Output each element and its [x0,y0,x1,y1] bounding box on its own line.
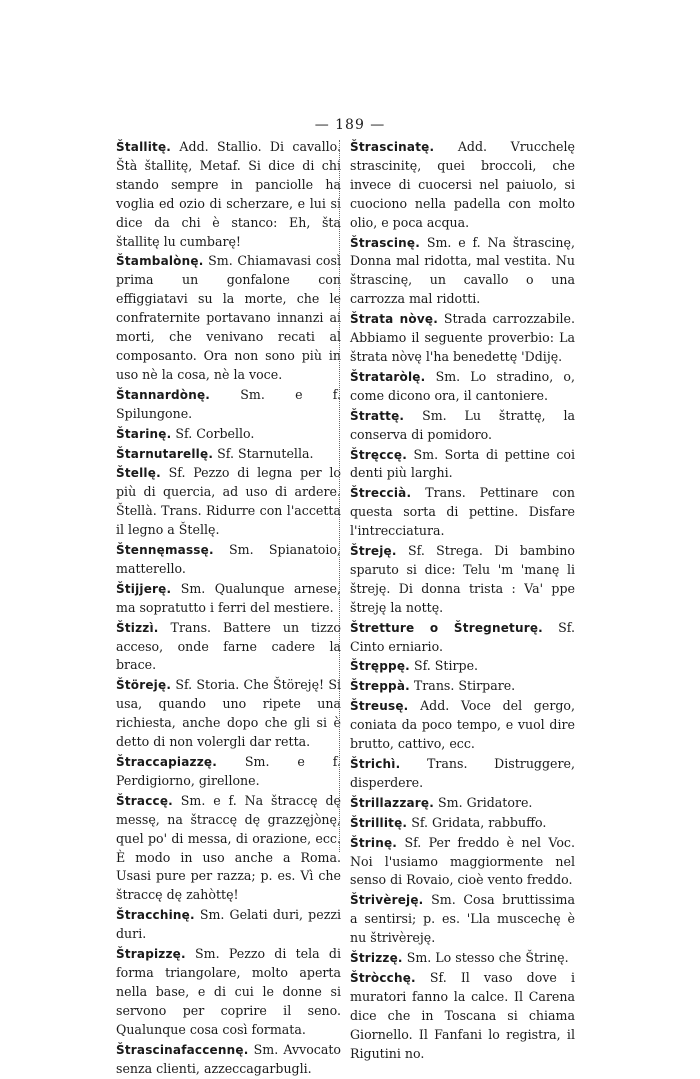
entry-definition: Sm. Pezzo di tela di forma triangolare, molto aperta nella base, e di cui le donne si servono per coprire il seno. Qualunque cosa così formata. [116,946,341,1037]
entry-definition: Add. Voce del gergo, coniata da poco tempo, e vuol dire brutto, cattivo, ecc. [350,698,575,752]
entry-definition: Sm. Lu štrattę, la conserva di pomidoro. [350,407,575,442]
entry-headword: Štizzì. [116,620,159,635]
entry-headword: Štambalònę. [116,254,204,269]
entry-definition: Sf. Starnutella. [217,445,314,461]
entry-definition: Add. Stallio. Di cavallo. Štà štallitę, Metaf. Si dice di chi stando sempre in panciolle ha voglia ed ozio di scherzare, e lui si dice da chi è stanco: Eh, šta štallitę lu cumbarę! [116,139,341,249]
entry-definition: Trans. Pettinare con questa sorta di pettine. Disfare l'intrecciatura. [350,485,575,539]
dictionary-entry [116,386,341,424]
dictionary-entry [350,677,575,696]
entry-headword: Štrata nòvę. [350,312,438,327]
dictionary-entry [350,755,575,793]
column-divider [339,140,340,852]
dictionary-entry [350,407,575,445]
dictionary-entry [116,792,341,905]
entry-definition: Sf. Il vaso dove i muratori fanno la calce. Il Carena dice che in Toscana si chiama Giornello. Il Fanfani lo registra, il Rigutini no. [350,969,575,1061]
entry-definition: Sf. Cinto erniario. [350,619,575,654]
entry-definition: Sm. Lo stesso che Štrinę. [406,950,569,966]
entry-headword: Štręccę. [350,447,407,462]
entry-headword: Štrascinatę. [350,140,435,154]
dictionary-entry [350,484,575,541]
dictionary-entry [350,368,575,406]
entry-definition: Sf. Strega. Di bambino sparuto si dice: Telu 'm 'manę li štreję. Di donna trista : Va' ppe štreję la nottę. [350,543,575,615]
dictionary-entry [116,676,341,752]
entry-definition: Sm. e f. Perdigiorno, girellone. [116,754,341,788]
entry-headword: Štròcchę. [350,970,416,985]
dictionary-entry [116,1041,341,1079]
entry-definition: Sf. Stirpe. [413,658,479,674]
entry-headword: Štöreję. [116,678,172,693]
dictionary-entry [116,252,341,384]
entry-definition: Sm. Spianatoio, matterello. [116,542,341,576]
entry-definition: Sm. Gelati duri, pezzi duri. [116,907,341,942]
entry-headword: Štarinę. [116,426,172,441]
entry-headword: Štrillazzarę. [350,795,435,810]
entry-headword: Štannardònę. [116,387,211,402]
entry-definition: Add. Vrucchelę strascinitę, quei broccoli, che invece di cuocersi nel paiuolo, si cuociono nella padella con molto olio, e poca acqua. [350,139,575,230]
entry-headword: Štracchinę. [116,908,195,923]
entry-definition: Sf. Pezzo di legna per lo più di quercia, ad uso di ardere. Štellà. Trans. Ridurre con l'accetta il legno a Štellę. [116,465,342,538]
dictionary-entry [350,814,575,833]
dictionary-entry [116,541,341,579]
entry-headword: Štręppę. [350,659,410,674]
entry-headword: Štreję. [350,544,397,559]
dictionary-entry [350,234,575,310]
entry-headword: Štreusę. [350,699,409,714]
entry-definition: Trans. Battere un tizzo acceso, onde farne cadere la brace. [116,619,341,673]
entry-headword: Štretture o Štregneturę. [350,620,543,635]
dictionary-entry [116,138,341,251]
entry-headword: Štraccę. [116,793,173,808]
dictionary-entry [350,697,575,754]
right-column [350,138,575,1065]
entry-headword: Štrattę. [350,408,405,423]
entry-definition: Trans. Stirpare. [413,678,516,694]
dictionary-entry [350,834,575,891]
entry-headword: Štellę. [116,466,161,481]
entry-definition: Sm. Lo stradino, o, come dicono ora, il cantoniere. [350,368,575,403]
entry-headword: Štennęmassę. [116,543,214,558]
dictionary-entry [116,906,341,944]
entry-headword: Štrataròlę. [350,369,426,384]
entry-definition: Sf. Gridata, rabbuffo. [411,814,547,830]
dictionary-entry [350,949,575,968]
entry-definition: Sm. e f. Spilungone. [116,386,341,421]
dictionary-entry [350,657,575,676]
dictionary-entry [116,619,341,676]
dictionary-entry [116,945,341,1040]
entry-definition: Sm. Gridatore. [438,794,533,810]
dictionary-entry [116,580,341,618]
dictionary-entry [350,619,575,657]
entry-definition: Sm. e f. Na štraccę dę messę, na štraccę dę grazzęjònę, quel po' di messa, di orazione, ecc. È modo in uso anche a Roma. Usasi pure per razza; p. es. Vì che štraccę dę zahòttę! [116,792,341,903]
entry-definition: Sm. Qualunque arnese, ma sopratutto i ferri del mestiere. [116,580,341,615]
dictionary-entry [350,794,575,813]
entry-definition: Sm. Chiamavasi così prima un gonfalone con effiggiatavi su la morte, che le confraternite portavano innanzi ai morti, che venivano recati al composanto. Ora non sono più in uso nè la cosa, nè la voce. [116,253,341,382]
dictionary-entry [116,425,341,444]
entry-headword: Štrascinafaccennę. [116,1042,249,1057]
entry-definition: Sm. e f. Na štrascinę, Donna mal ridotta, mal vestita. Nu štrascinę, un cavallo o una carrozza mal ridotti. [350,234,575,307]
dictionary-entry [116,464,341,540]
page-number: — 189 — [314,117,386,133]
dictionary-entry [350,969,575,1064]
dictionary-entry [116,445,341,464]
dictionary-entry [116,753,341,791]
entry-definition: Sm. Sorta di pettine coi denti più larghi. [350,446,575,481]
entry-headword: Štrizzę. [350,951,403,966]
dictionary-entry [350,891,575,948]
entry-definition: Sm. Avvocato senza clienti, azzeccagarbugli. [116,1041,341,1076]
dictionary-entry [350,310,575,367]
left-column [116,138,341,1079]
entry-headword: Štrivèreję. [350,893,424,908]
entry-definition: Sf. Corbello. [175,425,255,441]
entry-headword: Štraccapiazzę. [116,755,217,769]
entry-headword: Štarnutarellę. [116,446,214,461]
entry-definition: Sm. Cosa bruttissima a sentirsi; p. es. 'Lla muscechę è nu štrivèreję. [350,892,575,946]
entry-definition: Strada carrozzabile. Abbiamo il seguente proverbio: La štrata nòvę l'ha benedettę 'Ddiję. [350,311,575,364]
entry-headword: Štrapizzę. [116,947,186,962]
entry-headword: Štallitę. [116,140,172,154]
entry-headword: Štrinę. [350,835,398,850]
entry-definition: Sf. Per freddo è nel Voc. Noi l'usiamo maggiormente nel senso di Rovaio, cioè vento freddo. [350,834,575,888]
entry-headword: Štreccià. [350,486,412,501]
entry-headword: Štrichì. [350,757,401,771]
entry-headword: Štrillitę. [350,815,408,830]
dictionary-entry [350,138,575,233]
dictionary-entry [350,542,575,618]
entry-definition: Trans. Distruggere, disperdere. [350,756,575,790]
entry-headword: Štreppà. [350,679,410,694]
dictionary-entry [350,446,575,484]
entry-definition: Sf. Storia. Che Štöreję! Si usa, quando uno ripete una richiesta, anche dopo che gli si è detto di non volergli dar retta. [116,677,341,750]
entry-headword: Štrascinę. [350,235,421,250]
entry-headword: Štijjerę. [116,581,172,596]
